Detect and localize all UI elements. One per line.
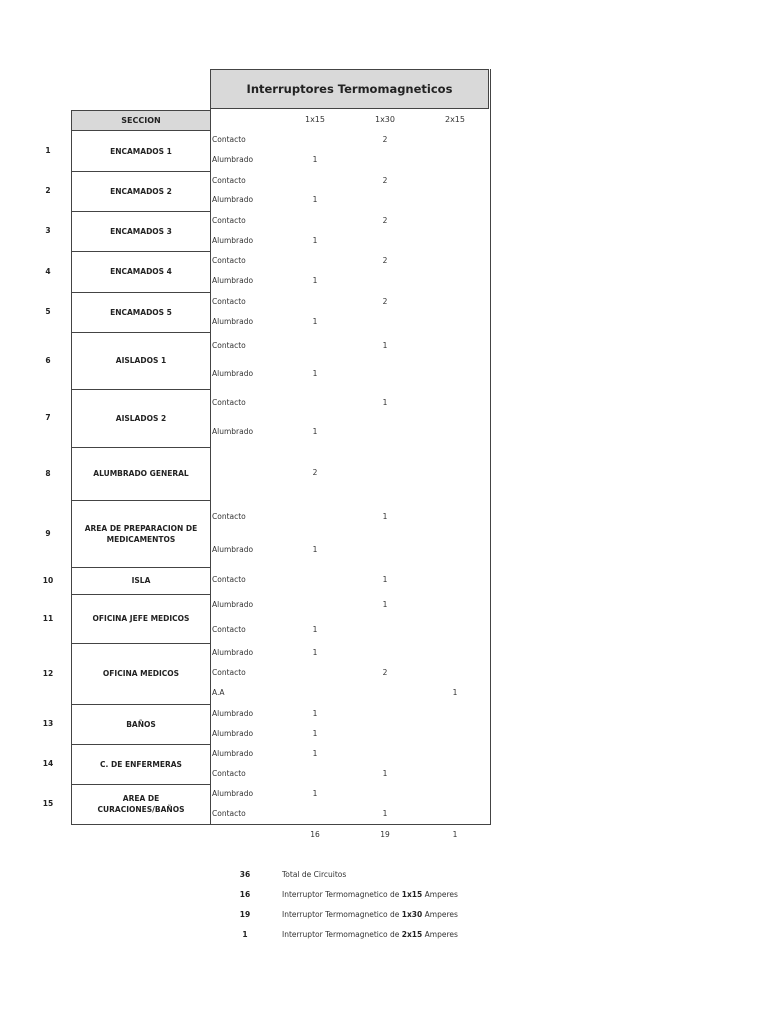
- circuit-count: 1: [312, 729, 318, 738]
- section-name: OFICINA JEFE MEDICOS: [71, 594, 211, 644]
- circuit-count: 2: [382, 216, 388, 225]
- summary-count: 36: [239, 870, 251, 879]
- column-header-1x15: 1x15: [304, 115, 325, 124]
- section-number: 3: [45, 226, 51, 235]
- circuit-count: 1: [312, 749, 318, 758]
- circuit-type: Alumbrado: [212, 648, 254, 657]
- circuit-count: 1: [312, 709, 318, 718]
- circuit-type: Contacto: [212, 176, 246, 185]
- circuit-type: Alumbrado: [212, 749, 254, 758]
- circuit-count: 2: [382, 135, 388, 144]
- circuit-count: 1: [312, 648, 318, 657]
- circuit-type: Alumbrado: [212, 545, 254, 554]
- circuit-count: 1: [312, 317, 318, 326]
- circuit-type: Alumbrado: [212, 155, 254, 164]
- circuit-type: Contacto: [212, 625, 246, 634]
- circuit-count: 1: [312, 195, 318, 204]
- section-name: AREA DE CURACIONES/BAÑOS: [71, 784, 211, 825]
- section-name: ALUMBRADO GENERAL: [71, 447, 211, 501]
- circuit-type: Contacto: [212, 575, 246, 584]
- circuit-type: Contacto: [212, 668, 246, 677]
- section-number: 8: [45, 468, 51, 478]
- circuit-count: 1: [382, 809, 388, 818]
- section-number: 5: [45, 307, 51, 316]
- circuit-count: 1: [382, 600, 388, 609]
- section-number: 1: [45, 146, 51, 155]
- section-name: ENCAMADOS 4: [71, 251, 211, 293]
- summary-rating: 1x15: [401, 890, 423, 899]
- circuit-count: 1: [312, 625, 318, 634]
- summary-count: 19: [239, 910, 251, 919]
- section-number: 15: [42, 799, 54, 808]
- total-1x15: 16: [310, 830, 320, 839]
- summary-label: Interruptor Termomagnetico de: [282, 910, 402, 919]
- circuit-count: 1: [382, 398, 388, 407]
- circuit-type: Contacto: [212, 135, 246, 144]
- circuit-type: Contacto: [212, 769, 246, 778]
- circuit-count: 1: [312, 155, 318, 164]
- section-name: AISLADOS 1: [71, 332, 211, 390]
- section-name: ENCAMADOS 2: [71, 171, 211, 212]
- section-number: 13: [42, 719, 54, 728]
- section-number: 4: [45, 266, 51, 276]
- circuit-count: 1: [452, 688, 458, 697]
- section-number: 9: [45, 528, 51, 538]
- column-header-2x15: 2x15: [444, 115, 465, 124]
- table-title: Interruptores Termomagneticos: [210, 69, 489, 109]
- section-name: AISLADOS 2: [71, 389, 211, 448]
- circuit-count: 1: [312, 427, 318, 436]
- section-number: 2: [45, 186, 51, 195]
- section-name: AREA DE PREPARACION DE MEDICAMENTOS: [71, 500, 211, 568]
- summary-label: Total de Circuitos: [282, 870, 347, 879]
- circuit-type: Contacto: [212, 341, 246, 350]
- circuit-count: 2: [382, 256, 388, 265]
- circuit-type: Alumbrado: [212, 600, 254, 609]
- summary-text: [282, 870, 346, 879]
- summary-unit: Amperes: [422, 910, 458, 919]
- total-1x30: 19: [380, 830, 390, 839]
- section-name: OFICINA MEDICOS: [71, 643, 211, 705]
- circuit-type: Alumbrado: [212, 427, 254, 436]
- section-number: 11: [42, 613, 54, 623]
- section-number: 14: [42, 759, 54, 768]
- circuit-count: 1: [312, 545, 318, 554]
- circuit-count: 1: [382, 341, 388, 350]
- circuit-type: Alumbrado: [212, 276, 254, 285]
- circuit-count: 2: [312, 468, 318, 477]
- summary-text: [282, 890, 458, 899]
- circuit-type: Alumbrado: [212, 369, 254, 378]
- circuit-type: Alumbrado: [212, 236, 254, 245]
- summary-count: 16: [239, 890, 251, 899]
- circuit-count: 1: [312, 789, 318, 798]
- seccion-header: SECCION: [71, 110, 211, 131]
- summary-label: Interruptor Termomagnetico de: [282, 930, 402, 939]
- section-number: 6: [45, 355, 51, 365]
- section-number: 7: [45, 413, 51, 422]
- total-2x15: 1: [452, 830, 458, 839]
- section-number: 10: [42, 575, 54, 585]
- summary-rating: 1x30: [401, 910, 423, 919]
- section-number: 12: [42, 668, 54, 678]
- circuit-type: A.A: [212, 688, 225, 697]
- section-name: C. DE ENFERMERAS: [71, 744, 211, 785]
- circuit-type: Alumbrado: [212, 709, 254, 718]
- section-name: ENCAMADOS 5: [71, 292, 211, 333]
- circuit-count: 1: [312, 369, 318, 378]
- summary-unit: Amperes: [422, 930, 458, 939]
- circuit-count: 1: [312, 236, 318, 245]
- section-name: ENCAMADOS 3: [71, 211, 211, 252]
- circuit-type: Contacto: [212, 809, 246, 818]
- circuit-type: Alumbrado: [212, 729, 254, 738]
- circuit-count: 1: [382, 512, 388, 521]
- circuit-type: Alumbrado: [212, 195, 254, 204]
- summary-unit: Amperes: [422, 890, 458, 899]
- summary-text: [282, 910, 458, 919]
- summary-count: 1: [242, 930, 248, 939]
- circuit-type: Contacto: [212, 297, 246, 306]
- column-header-1x30: 1x30: [374, 115, 395, 124]
- summary-label: Interruptor Termomagnetico de: [282, 890, 402, 899]
- circuit-count: 1: [382, 769, 388, 778]
- summary-rating: 2x15: [401, 930, 423, 939]
- circuit-type: Contacto: [212, 512, 246, 521]
- summary-text: [282, 930, 458, 939]
- circuit-count: 1: [382, 575, 388, 584]
- circuit-count: 2: [382, 297, 388, 306]
- section-name: ISLA: [71, 567, 211, 595]
- section-name: ENCAMADOS 1: [71, 131, 211, 172]
- circuit-type: Contacto: [212, 216, 246, 225]
- circuit-type: Contacto: [212, 256, 246, 265]
- circuit-type: Contacto: [212, 398, 246, 407]
- circuit-count: 1: [312, 276, 318, 285]
- section-name: BAÑOS: [71, 704, 211, 745]
- circuit-type: Alumbrado: [212, 789, 254, 798]
- circuit-count: 2: [382, 668, 388, 677]
- circuit-type: Alumbrado: [212, 317, 254, 326]
- circuit-count: 2: [382, 176, 388, 185]
